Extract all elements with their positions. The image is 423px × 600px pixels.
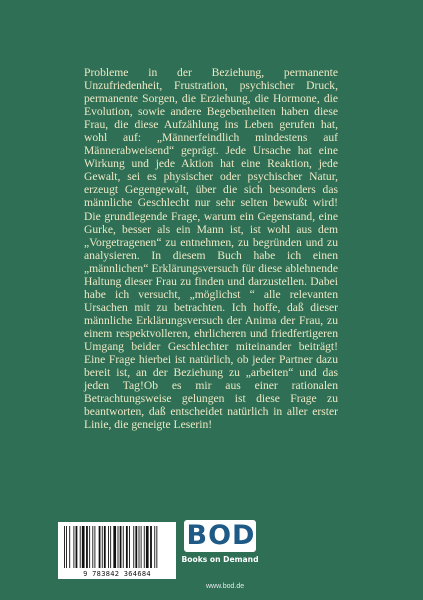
isbn-digits: 9 783842 364684	[83, 570, 151, 578]
barcode-bar	[76, 526, 78, 568]
barcode-bar	[69, 526, 70, 568]
barcode-bar	[80, 526, 81, 568]
barcode-bar	[92, 526, 93, 568]
barcode-bar	[113, 526, 116, 568]
barcode-bar	[154, 526, 155, 568]
barcode-bar	[86, 526, 88, 568]
barcode-bar	[73, 526, 74, 568]
barcode-bar	[156, 526, 157, 568]
barcode-bar	[66, 526, 67, 568]
barcode-bar	[123, 526, 124, 568]
publisher-url: www.bod.de	[206, 583, 245, 590]
barcode-bar	[126, 526, 128, 568]
barcode-bar	[89, 526, 90, 568]
isbn-barcode	[58, 522, 176, 579]
barcode-bar	[129, 526, 130, 568]
barcode-bar	[82, 526, 85, 568]
barcode-bar	[118, 526, 119, 568]
barcode-bar	[94, 526, 95, 568]
barcode-bar	[104, 526, 106, 568]
blurb-paragraph: Probleme in der Beziehung, permanente Unzufriedenheit, Frustration, psychischer Druck, permanente Sorgen, die Erziehung, die Hormone, die Evolution, sowie andere Begebenheiten haben diese Frau, die diese Aufzählung ins Leben gerufen hat, wohl auf: „Männerfeindlich mindestens auf Männerabweisend“ geprägt. Jede Ursache hat eine Wirkung und jede Aktion hat eine Reaktion, jede Gewalt, sei es physischer oder psychischer Natur, erzeugt Gegengewalt, über die sich besonders das männliche Geschlecht nur sehr selten bewußt wird! Die grundlegende Frage, warum ein Gegenstand, eine Gurke, besser als ein Mann ist, ist wohl aus dem „Vorgetragenen“ zu entnehmen, zu begründen und zu analysieren. In diesem Buch habe ich einen „männlichen“ Erklärungsversuch für diese ablehnende Haltung dieser Frau zu finden und darzustellen. Dabei habe ich versucht, „möglichst “ alle relevanten Ursachen mit zu betrachten. Ich hoffe, daß dieser männliche Erklärungsversuch der Anima der Frau, zu einem respektvolleren, ehrlicheren und friedfertigeren Umgang beider Geschlechter miteinander beiträgt! Eine Frage hierbei ist natürlich, ob jeder Partner dazu bereit ist, an der Beziehung zu „arbeiten“ und das jeden Tag!Ob es mir aus einer rationalen Betrachtungsweise gelungen ist diese Frage zu beantworten, daß entscheidet natürlich in aller erster Linie, die geneigte Leserin!	[84, 66, 338, 432]
barcode-bars	[62, 526, 172, 568]
barcode-bar	[120, 526, 122, 568]
barcode-bar	[133, 526, 134, 568]
barcode-bar	[110, 526, 111, 568]
bod-tagline: Books on Demand	[181, 555, 259, 564]
bod-logo-letters: BOD	[186, 520, 256, 551]
barcode-bar	[108, 526, 109, 568]
barcode-bar	[146, 526, 149, 568]
barcode-bar	[99, 526, 101, 568]
barcode-bar	[150, 526, 152, 568]
blurb-text-block	[84, 66, 338, 431]
barcode-bar	[139, 526, 140, 568]
barcode-bar	[64, 526, 65, 568]
barcode-bar	[144, 526, 145, 568]
barcode-bar	[102, 526, 103, 568]
bod-logo	[176, 518, 262, 572]
barcode-bar	[135, 526, 137, 568]
barcode-bar	[141, 526, 142, 568]
